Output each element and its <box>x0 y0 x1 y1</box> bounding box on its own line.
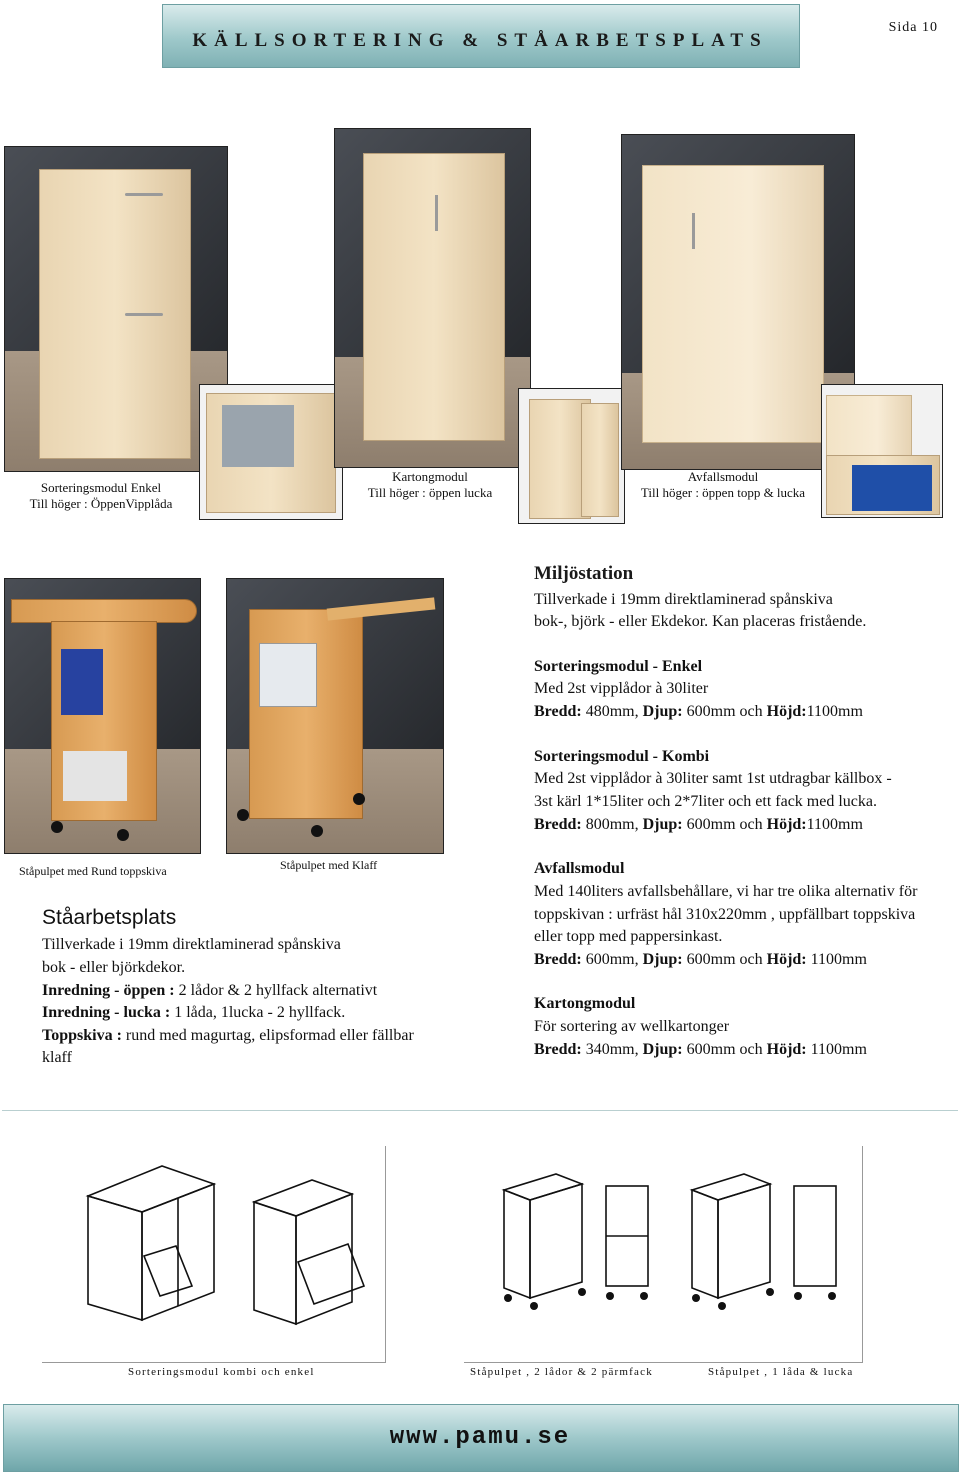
kartongmodul-heading: Kartongmodul <box>534 995 636 1012</box>
miljostation-line-2: bok-, björk - eller Ekdekor. Kan placeras fristående. <box>534 613 867 630</box>
photo-stapulpet-klaff <box>226 578 444 854</box>
inredning-lucka: Inredning - lucka : 1 låda, 1lucka - 2 hyllfack. <box>42 1004 346 1021</box>
inredning-oppen: Inredning - öppen : 2 lådor & 2 hyllfack alternativt <box>42 982 378 999</box>
stapulpet-line-drawing <box>464 1146 862 1362</box>
caption-kartongmodul: Kartongmodul Till höger : öppen lucka <box>367 469 493 500</box>
staarbetsplats-heading: Ståarbetsplats <box>42 906 177 929</box>
avfallsmodul-heading: Avfallsmodul <box>534 860 625 877</box>
photo-oppen-vipplada <box>199 384 343 520</box>
sorteringsmodul-enkel-heading: Sorteringsmodul - Enkel <box>534 658 703 675</box>
caption-stapulpet-klaff: Ståpulpet med Klaff <box>280 858 378 872</box>
avfallsmodul-dimensions: Bredd: 600mm, Djup: 600mm och Höjd: 1100mm <box>534 951 867 968</box>
caption-drawing-kombi: Sorteringsmodul kombi och enkel <box>128 1366 315 1378</box>
page-title: KÄLLSORTERING & STÅARBETSPLATS <box>192 30 768 51</box>
photo-oppen-topp-lucka <box>821 384 943 518</box>
section-divider <box>2 1110 958 1111</box>
sorteringsmodul-kombi-dimensions: Bredd: 800mm, Djup: 600mm och Höjd:1100mm <box>534 816 863 833</box>
sorteringsmodul-kombi-heading: Sorteringsmodul - Kombi <box>534 748 710 765</box>
caption-avfallsmodul: Avfallsmodul Till höger : öppen topp & lucka <box>640 469 806 500</box>
sorteringsmodul-enkel-dimensions: Bredd: 480mm, Djup: 600mm och Höjd:1100mm <box>534 703 863 720</box>
kartongmodul-desc: För sortering av wellkartonger <box>534 1018 730 1035</box>
photo-kartongmodul <box>334 128 531 468</box>
miljostation-line-1: Tillverkade i 19mm direktlaminerad spånskiva <box>534 591 833 608</box>
toppskiva: Toppskiva : rund med magurtag, elipsformad eller fällbar <box>42 1027 414 1044</box>
caption-sorteringsmodul-enkel: Sorteringsmodul Enkel Till höger : ÖppenVipplåda <box>29 480 173 511</box>
avfallsmodul-desc-1: Med 140liters avfallsbehållare, vi har tre olika alternativ för <box>534 883 918 900</box>
website-link[interactable]: www.pamu.se <box>389 1424 571 1451</box>
kartongmodul-dimensions: Bredd: 340mm, Djup: 600mm och Höjd: 1100mm <box>534 1041 867 1058</box>
caption-stapulpet-rund: Ståpulpet med Rund toppskiva <box>19 864 167 878</box>
photo-sorteringsmodul-enkel <box>4 146 228 472</box>
sorteringsmodul-kombi-desc-2: 3st kärl 1*15liter och 2*7liter och ett fack med lucka. <box>534 793 877 810</box>
avfallsmodul-desc-2: toppskivan : urfräst hål 310x220mm , uppfällbart toppskiva <box>534 906 916 923</box>
sorteringsmodul-kombi-desc-1: Med 2st vipplådor à 30liter samt 1st utdragbar källbox - <box>534 770 892 787</box>
drawing-sorteringsmodul <box>42 1146 386 1363</box>
sorteringsmodul-line-drawing <box>42 1146 385 1362</box>
staarbetsplats-line-1: Tillverkade i 19mm direktlaminerad spånskiva <box>42 936 341 953</box>
page-number: Sida 10 <box>888 20 938 35</box>
caption-drawing-ladror: Ståpulpet , 2 lådor & 2 pärmfack <box>470 1366 653 1378</box>
sorteringsmodul-enkel-desc: Med 2st vipplådor à 30liter <box>534 680 709 697</box>
photo-oppen-lucka <box>518 388 625 524</box>
miljostation-heading: Miljöstation <box>534 563 634 584</box>
caption-drawing-lucka: Ståpulpet , 1 låda & lucka <box>708 1366 854 1378</box>
toppskiva-line-2: klaff <box>42 1049 72 1066</box>
avfallsmodul-desc-3: eller topp med pappersinkast. <box>534 928 723 945</box>
drawing-stapulpet <box>464 1146 863 1363</box>
staarbetsplats-line-2: bok - eller björkdekor. <box>42 959 186 976</box>
photo-stapulpet-rund <box>4 578 201 854</box>
photo-avfallsmodul <box>621 134 855 470</box>
